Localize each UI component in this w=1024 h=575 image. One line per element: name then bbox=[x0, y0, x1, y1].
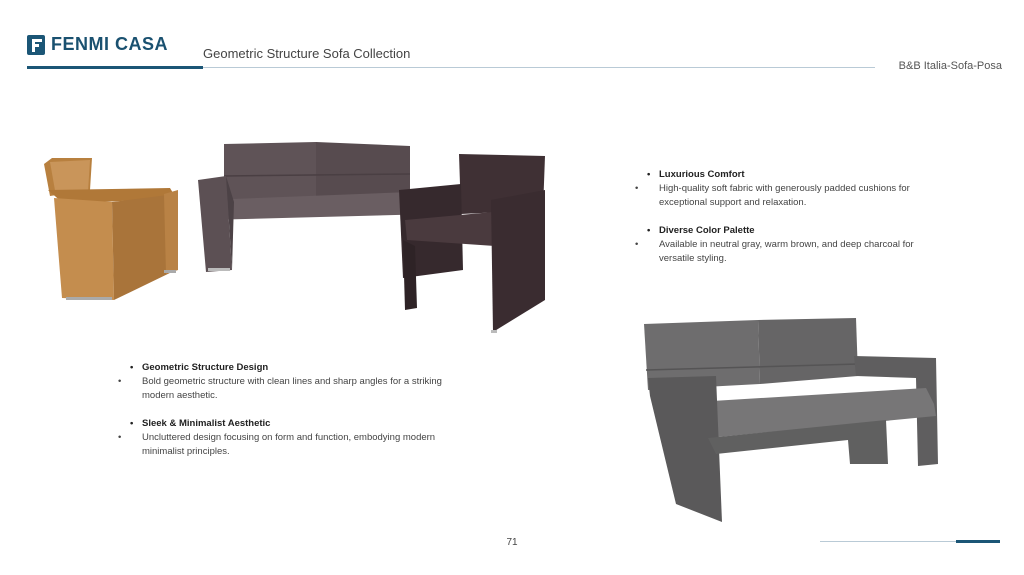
feature-title: • Sleek & Minimalist Aesthetic bbox=[130, 418, 271, 429]
page-number: 71 bbox=[506, 537, 518, 548]
f-logo-icon bbox=[27, 35, 45, 55]
footer-accent-bar bbox=[956, 540, 1000, 543]
footer-divider bbox=[820, 541, 956, 542]
features-left-list bbox=[118, 361, 450, 473]
page-title: Geometric Structure Sofa Collection bbox=[203, 46, 411, 61]
brand-logo bbox=[27, 34, 168, 55]
feature-title: • Luxurious Comfort bbox=[647, 169, 745, 180]
list-item bbox=[635, 168, 927, 210]
feature-title: • Diverse Color Palette bbox=[647, 225, 755, 236]
feature-description: • Bold geometric structure with clean lines and sharp angles for a striking modern aesthetic. bbox=[118, 376, 442, 401]
features-right-list bbox=[635, 168, 927, 280]
gray-sofa-image bbox=[636, 316, 944, 524]
header-divider bbox=[203, 67, 875, 68]
list-item bbox=[118, 417, 450, 459]
charcoal-armchair-image bbox=[395, 150, 555, 335]
header-accent-bar bbox=[27, 66, 203, 69]
feature-description: • High-quality soft fabric with generously padded cushions for exceptional support and relaxation. bbox=[635, 183, 910, 208]
list-item bbox=[635, 224, 927, 266]
feature-description: • Uncluttered design focusing on form and function, embodying modern minimalist principles. bbox=[118, 432, 436, 457]
feature-description: • Available in neutral gray, warm brown, and deep charcoal for versatile styling. bbox=[635, 239, 914, 264]
list-item bbox=[118, 361, 450, 403]
product-reference: B&B Italia-Sofa-Posa bbox=[898, 60, 1002, 72]
brand-name: FENMI CASA bbox=[51, 34, 168, 54]
feature-title: • Geometric Structure Design bbox=[130, 362, 269, 373]
tan-armchair-image bbox=[40, 150, 180, 310]
